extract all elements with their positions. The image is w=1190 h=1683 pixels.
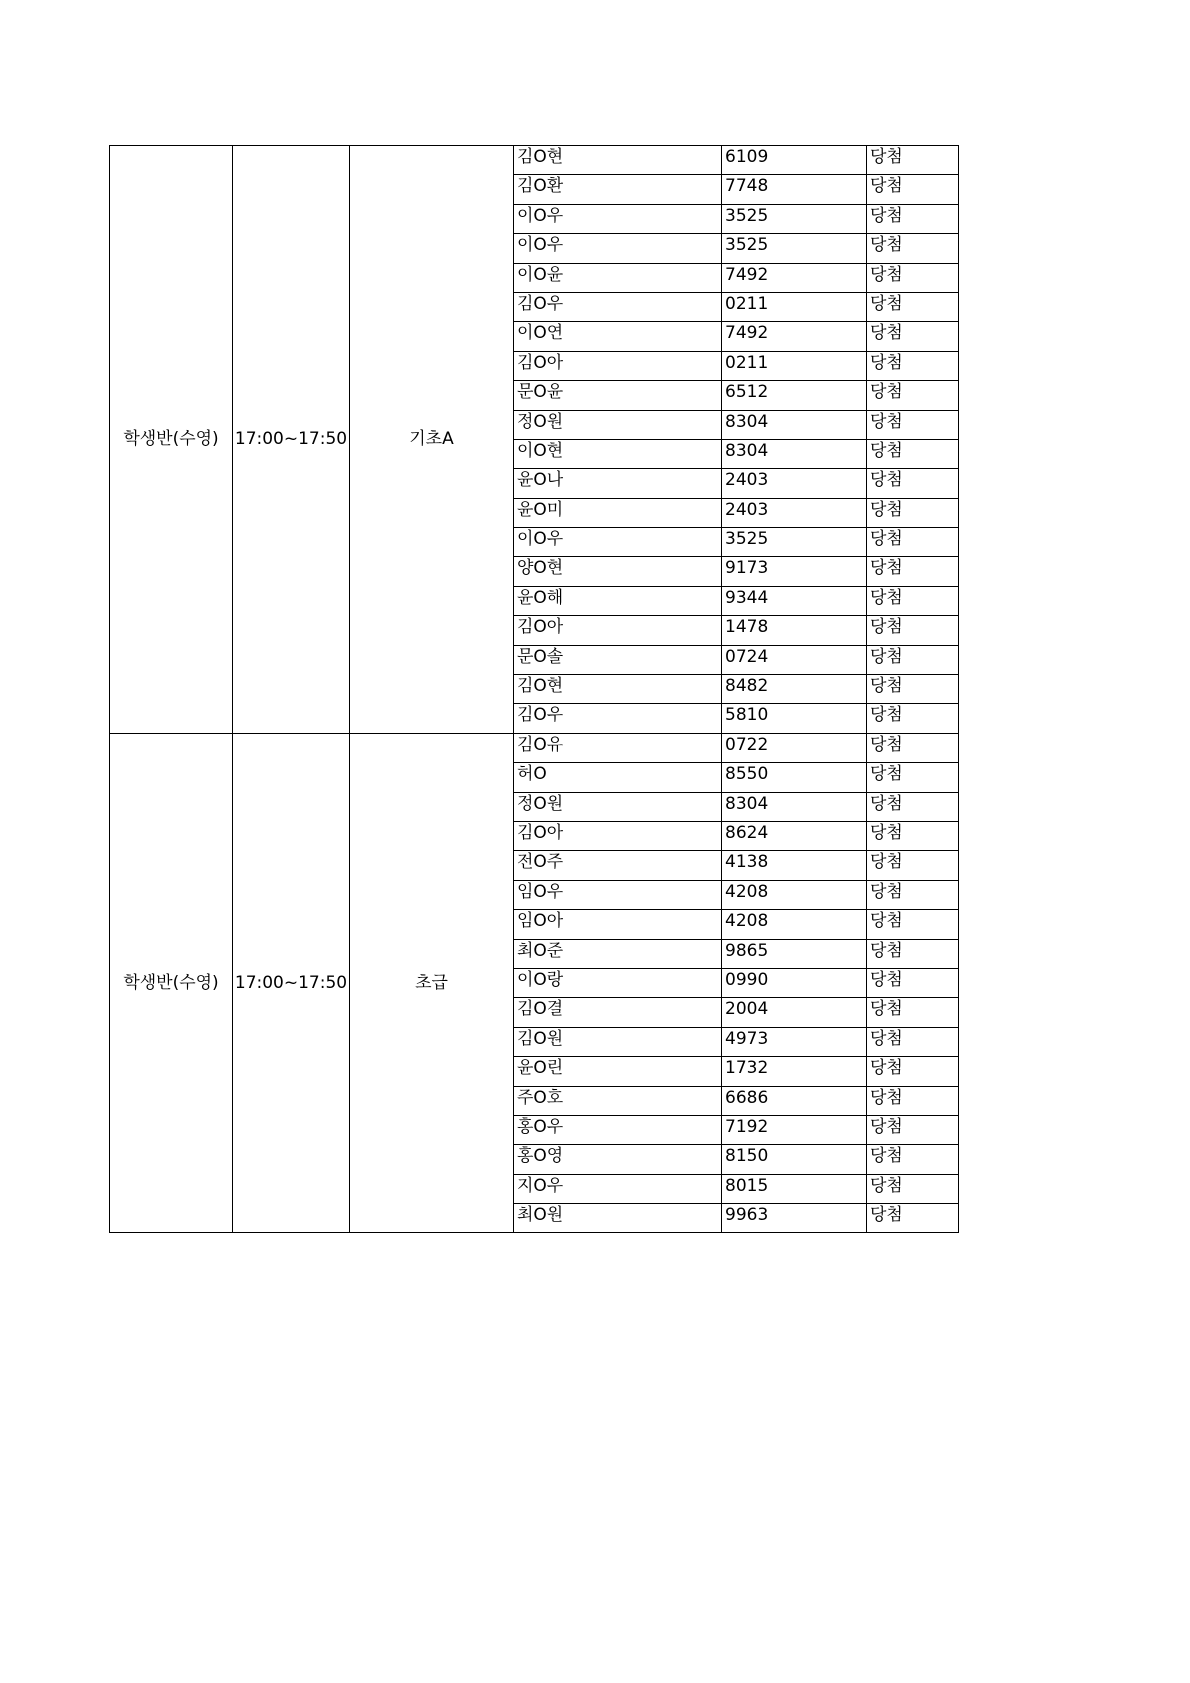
number-cell: 9865	[722, 939, 867, 968]
name-cell: 홍O영	[514, 1145, 722, 1174]
name-cell: 윤O해	[514, 586, 722, 615]
result-cell: 당첨	[867, 498, 959, 527]
result-cell: 당첨	[867, 675, 959, 704]
result-cell: 당첨	[867, 586, 959, 615]
result-cell: 당첨	[867, 1057, 959, 1086]
number-cell: 6686	[722, 1086, 867, 1115]
result-cell: 당첨	[867, 292, 959, 321]
number-cell: 9963	[722, 1204, 867, 1233]
number-cell: 8624	[722, 821, 867, 850]
result-cell: 당첨	[867, 528, 959, 557]
table-row	[110, 146, 959, 175]
result-cell: 당첨	[867, 322, 959, 351]
result-cell: 당첨	[867, 1174, 959, 1203]
number-cell: 0211	[722, 351, 867, 380]
result-cell: 당첨	[867, 175, 959, 204]
name-cell: 김O결	[514, 998, 722, 1027]
name-cell: 이O윤	[514, 263, 722, 292]
number-cell: 3525	[722, 528, 867, 557]
number-cell: 3525	[722, 234, 867, 263]
result-cell: 당첨	[867, 351, 959, 380]
result-cell: 당첨	[867, 792, 959, 821]
result-cell: 당첨	[867, 410, 959, 439]
name-cell: 양O현	[514, 557, 722, 586]
name-cell: 김O우	[514, 292, 722, 321]
result-cell: 당첨	[867, 1115, 959, 1144]
name-cell: 전O주	[514, 851, 722, 880]
result-cell: 당첨	[867, 616, 959, 645]
name-cell: 김O원	[514, 1027, 722, 1056]
number-cell: 0722	[722, 733, 867, 762]
name-cell: 김O환	[514, 175, 722, 204]
number-cell: 7748	[722, 175, 867, 204]
result-cell: 당첨	[867, 998, 959, 1027]
result-cell: 당첨	[867, 763, 959, 792]
result-cell: 당첨	[867, 1145, 959, 1174]
number-cell: 1478	[722, 616, 867, 645]
lottery-result-table	[109, 145, 959, 1233]
name-cell: 정O원	[514, 410, 722, 439]
number-cell: 3525	[722, 204, 867, 233]
result-cell: 당첨	[867, 469, 959, 498]
time-cell: 17:00~17:50	[233, 146, 350, 734]
result-cell: 당첨	[867, 381, 959, 410]
result-cell: 당첨	[867, 733, 959, 762]
number-cell: 8550	[722, 763, 867, 792]
name-cell: 임O아	[514, 910, 722, 939]
number-cell: 4208	[722, 910, 867, 939]
number-cell: 7192	[722, 1115, 867, 1144]
number-cell: 0211	[722, 292, 867, 321]
table-body	[110, 146, 959, 1233]
name-cell: 김O우	[514, 704, 722, 733]
number-cell: 9173	[722, 557, 867, 586]
number-cell: 0724	[722, 645, 867, 674]
result-cell: 당첨	[867, 1027, 959, 1056]
result-cell: 당첨	[867, 821, 959, 850]
name-cell: 이O우	[514, 234, 722, 263]
number-cell: 8304	[722, 792, 867, 821]
name-cell: 이O현	[514, 439, 722, 468]
name-cell: 이O우	[514, 528, 722, 557]
name-cell: 이O연	[514, 322, 722, 351]
name-cell: 윤O린	[514, 1057, 722, 1086]
result-cell: 당첨	[867, 263, 959, 292]
number-cell: 4208	[722, 880, 867, 909]
name-cell: 김O아	[514, 821, 722, 850]
number-cell: 2004	[722, 998, 867, 1027]
name-cell: 문O윤	[514, 381, 722, 410]
result-cell: 당첨	[867, 968, 959, 997]
result-cell: 당첨	[867, 704, 959, 733]
name-cell: 최O원	[514, 1204, 722, 1233]
name-cell: 김O아	[514, 351, 722, 380]
number-cell: 9344	[722, 586, 867, 615]
number-cell: 6109	[722, 146, 867, 175]
name-cell: 윤O미	[514, 498, 722, 527]
result-cell: 당첨	[867, 645, 959, 674]
number-cell: 4138	[722, 851, 867, 880]
number-cell: 2403	[722, 498, 867, 527]
result-cell: 당첨	[867, 880, 959, 909]
class-name-cell: 학생반(수영)	[110, 733, 233, 1233]
level-cell: 초급	[350, 733, 514, 1233]
number-cell: 5810	[722, 704, 867, 733]
name-cell: 임O우	[514, 880, 722, 909]
name-cell: 김O유	[514, 733, 722, 762]
name-cell: 이O랑	[514, 968, 722, 997]
result-cell: 당첨	[867, 557, 959, 586]
result-cell: 당첨	[867, 910, 959, 939]
name-cell: 정O원	[514, 792, 722, 821]
number-cell: 8015	[722, 1174, 867, 1203]
number-cell: 1732	[722, 1057, 867, 1086]
name-cell: 김O현	[514, 146, 722, 175]
name-cell: 주O호	[514, 1086, 722, 1115]
number-cell: 7492	[722, 322, 867, 351]
name-cell: 최O준	[514, 939, 722, 968]
number-cell: 8304	[722, 410, 867, 439]
time-cell: 17:00~17:50	[233, 733, 350, 1233]
number-cell: 7492	[722, 263, 867, 292]
result-cell: 당첨	[867, 146, 959, 175]
result-cell: 당첨	[867, 1086, 959, 1115]
level-cell: 기초A	[350, 146, 514, 734]
result-cell: 당첨	[867, 1204, 959, 1233]
number-cell: 4973	[722, 1027, 867, 1056]
name-cell: 김O현	[514, 675, 722, 704]
number-cell: 8304	[722, 439, 867, 468]
number-cell: 8482	[722, 675, 867, 704]
table-row	[110, 733, 959, 762]
name-cell: 지O우	[514, 1174, 722, 1203]
number-cell: 6512	[722, 381, 867, 410]
name-cell: 윤O나	[514, 469, 722, 498]
number-cell: 8150	[722, 1145, 867, 1174]
name-cell: 이O우	[514, 204, 722, 233]
name-cell: 허O	[514, 763, 722, 792]
result-cell: 당첨	[867, 204, 959, 233]
name-cell: 김O아	[514, 616, 722, 645]
result-cell: 당첨	[867, 234, 959, 263]
name-cell: 문O솔	[514, 645, 722, 674]
result-cell: 당첨	[867, 439, 959, 468]
result-cell: 당첨	[867, 939, 959, 968]
number-cell: 2403	[722, 469, 867, 498]
result-cell: 당첨	[867, 851, 959, 880]
class-name-cell: 학생반(수영)	[110, 146, 233, 734]
name-cell: 홍O우	[514, 1115, 722, 1144]
number-cell: 0990	[722, 968, 867, 997]
